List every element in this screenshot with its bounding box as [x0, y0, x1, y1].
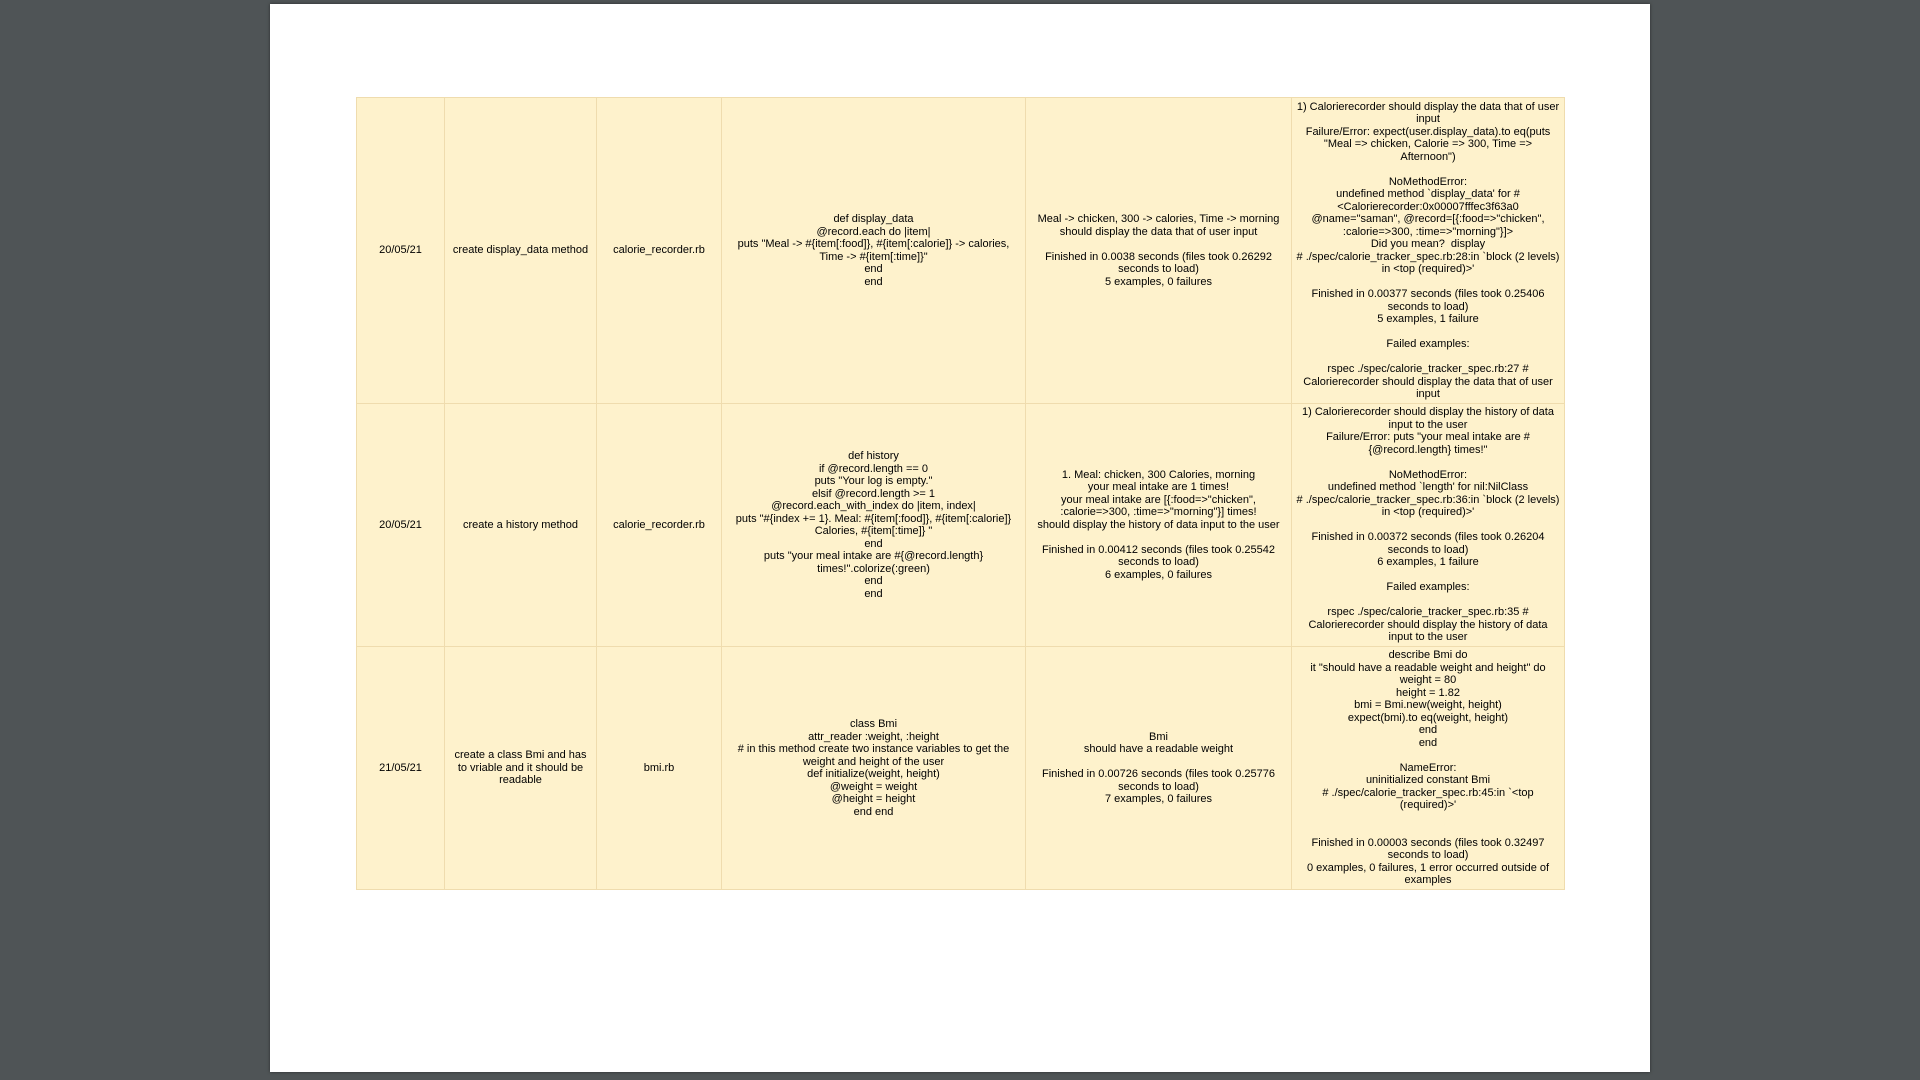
pass-output-cell: 1. Meal: chicken, 300 Calories, morning your meal intake are 1 times! your meal intake are [{:food=>"chicken", :calorie=>300, :time=>"morning"}] times! should display the history of data input to the user Finished in 0.00412 seconds (files took 0.25542 seconds to load) 6 examples, 0 failures: [1026, 404, 1292, 647]
fail-output-cell: 1) Calorierecorder should display the history of data input to the user Failure/Error: puts "your meal intake are #{@record.length} times!" NoMethodError: undefined method `length' for nil:NilClass # ./spec/calorie_tracker_spec.rb:36:in `block (2 levels) in <top (required)>' Finished in 0.00372 seconds (files took 0.26204 seconds to load) 6 examples, 1 failure Failed examples: rspec ./spec/calorie_tracker_spec.rb:35 # Calorierecorder should display the history of data input to the user: [1292, 404, 1565, 647]
pass-output-cell: Bmi should have a readable weight Finished in 0.00726 seconds (files took 0.25776 seconds to load) 7 examples, 0 failures: [1026, 647, 1292, 890]
fail-output-cell: describe Bmi do it "should have a readable weight and height" do weight = 80 height = 1.82 bmi = Bmi.new(weight, height) expect(bmi).to eq(weight, height) end end NameError: uninitialized constant Bmi # ./spec/calorie_tracker_spec.rb:45:in `<top (required)>' Finished in 0.00003 seconds (files took 0.32497 seconds to load) 0 examples, 0 failures, 1 error occurred outside of examples: [1292, 647, 1565, 890]
table-row: [357, 647, 1565, 890]
table-row: [357, 98, 1565, 404]
date-cell: 21/05/21: [357, 647, 445, 890]
date-cell: 20/05/21: [357, 98, 445, 404]
date-cell: 20/05/21: [357, 404, 445, 647]
code-cell: def display_data @record.each do |item| puts "Meal -> #{item[:food]}, #{item[:calorie]} -> calories, Time -> #{item[:time]}" end end: [722, 98, 1026, 404]
table-row: [357, 404, 1565, 647]
code-cell: class Bmi attr_reader :weight, :height # in this method create two instance variables to get the weight and height of the user def initialize(weight, height) @weight = weight @height = height end end: [722, 647, 1026, 890]
fail-output-cell: 1) Calorierecorder should display the data that of user input Failure/Error: expect(user.display_data).to eq(puts "Meal => chicken, Calorie => 300, Time => Afternoon") NoMethodError: undefined method `display_data' for #<Calorierecorder:0x00007fffec3f63a0 @name="saman", @record=[{:food=>"chicken", :calorie=>300, :time=>"morning"}]> Did you mean? display # ./spec/calorie_tracker_spec.rb:28:in `block (2 levels) in <top (required)>' Finished in 0.00377 seconds (files took 0.25406 seconds to load) 5 examples, 1 failure Failed examples: rspec ./spec/calorie_tracker_spec.rb:27 # Calorierecorder should display the data that of user input: [1292, 98, 1565, 404]
task-cell: create a class Bmi and has to vriable and it should be readable: [445, 647, 597, 890]
file-cell: bmi.rb: [597, 647, 722, 890]
progress-log-table: [356, 97, 1565, 890]
pass-output-cell: Meal -> chicken, 300 -> calories, Time -> morning should display the data that of user input Finished in 0.0038 seconds (files took 0.26292 seconds to load) 5 examples, 0 failures: [1026, 98, 1292, 404]
document-page: [270, 4, 1650, 1072]
file-cell: calorie_recorder.rb: [597, 98, 722, 404]
task-cell: create a history method: [445, 404, 597, 647]
file-cell: calorie_recorder.rb: [597, 404, 722, 647]
code-cell: def history if @record.length == 0 puts "Your log is empty." elsif @record.length >= 1 @record.each_with_index do |item, index| puts "#{index += 1}. Meal: #{item[:food]}, #{item[:calorie]} Calories, #{item[:time]} " end puts "your meal intake are #{@record.length} times!".colorize(:green) end end: [722, 404, 1026, 647]
task-cell: create display_data method: [445, 98, 597, 404]
